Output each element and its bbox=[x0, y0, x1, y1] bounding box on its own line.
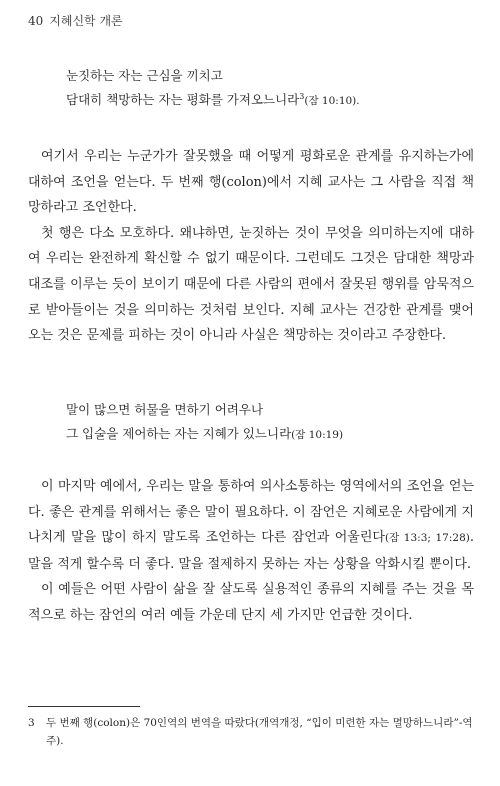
paragraph: 여기서 우리는 누군가가 잘못했을 때 어떻게 평화로운 관계를 유지하는가에 대하여 조언을 얻는다. 두 번째 행(colon)에서 지혜 교사는 그 사람을 직접 책망하라고 조언한다. bbox=[28, 149, 474, 216]
quote-line: 눈짓하는 자는 근심을 끼치고 bbox=[66, 68, 223, 83]
scripture-reference: (잠 13:3; 17:28) bbox=[384, 532, 470, 545]
book-title: 지혜신학 개론 bbox=[49, 14, 123, 28]
proverb-quote-1 bbox=[66, 64, 360, 113]
paragraph: 이 마지막 예에서, 우리는 말을 통하여 의사소통하는 영역에서의 조언을 얻는다. 좋은 관계를 위해서는 좋은 말이 필요하다. 이 잠언은 지혜로운 사람에게 지나치게 말을 많이 하지 말도록 조언하는 다른 잠언과 어울린다(잠 13:3; 17:28). 말을 적게 할수록 더 좋다. 말을 절제하지 못하는 자는 상황을 악화시킬 뿐이다. bbox=[28, 479, 475, 572]
paragraph: 이 예들은 어떤 사람이 삶을 잘 살도록 실용적인 종류의 지혜를 주는 것을 목적으로 하는 잠언의 여러 예들 가운데 단지 세 가지만 언급한 것이다. bbox=[28, 582, 474, 623]
quote-line bbox=[66, 88, 360, 113]
paragraph: 첫 행은 다소 모호하다. 왜냐하면, 눈짓하는 것이 무엇을 의미하는지에 대하여 우리는 완전하게 확신할 수 없기 때문이다. 그런데도 그것은 담대한 책망과 대조를 이루는 듯이 보이기 때문에 다른 사람의 편에서 잘못된 행위를 암묵적으로 받아들이는 것을 의미하는 것처럼 보인다. 지혜 교사는 건강한 관계를 맺어오는 것은 문제를 피하는 것이 아니라 사실은 책망하는 것이라고 주장한다. bbox=[28, 225, 474, 344]
footnote-number: 3 bbox=[28, 717, 35, 729]
scripture-reference: (잠 10:19) bbox=[291, 429, 344, 441]
quote-line bbox=[66, 422, 343, 447]
quote-text: 그 입술을 제어하는 자는 지혜가 있느니라 bbox=[66, 426, 292, 441]
running-header bbox=[28, 12, 123, 29]
footnote bbox=[28, 714, 474, 750]
body-text-2 bbox=[28, 474, 474, 629]
footnote-marker: 3 bbox=[299, 91, 305, 101]
quote-line: 말이 많으면 허물을 면하기 어려우나 bbox=[66, 402, 264, 417]
quote-text: 담대히 책망하는 자는 평화를 가져오느니라 bbox=[66, 92, 300, 107]
proverb-quote-2 bbox=[66, 398, 343, 447]
body-text-1 bbox=[28, 144, 474, 349]
page-number: 40 bbox=[28, 14, 44, 28]
footnote-divider bbox=[28, 706, 140, 707]
scripture-reference: (잠 10:10). bbox=[304, 95, 360, 107]
footnote-text: 두 번째 행(colon)은 70인역의 번역을 따랐다(개역개정, “입이 미련한 자는 멸망하느니라”-역주). bbox=[46, 717, 473, 747]
